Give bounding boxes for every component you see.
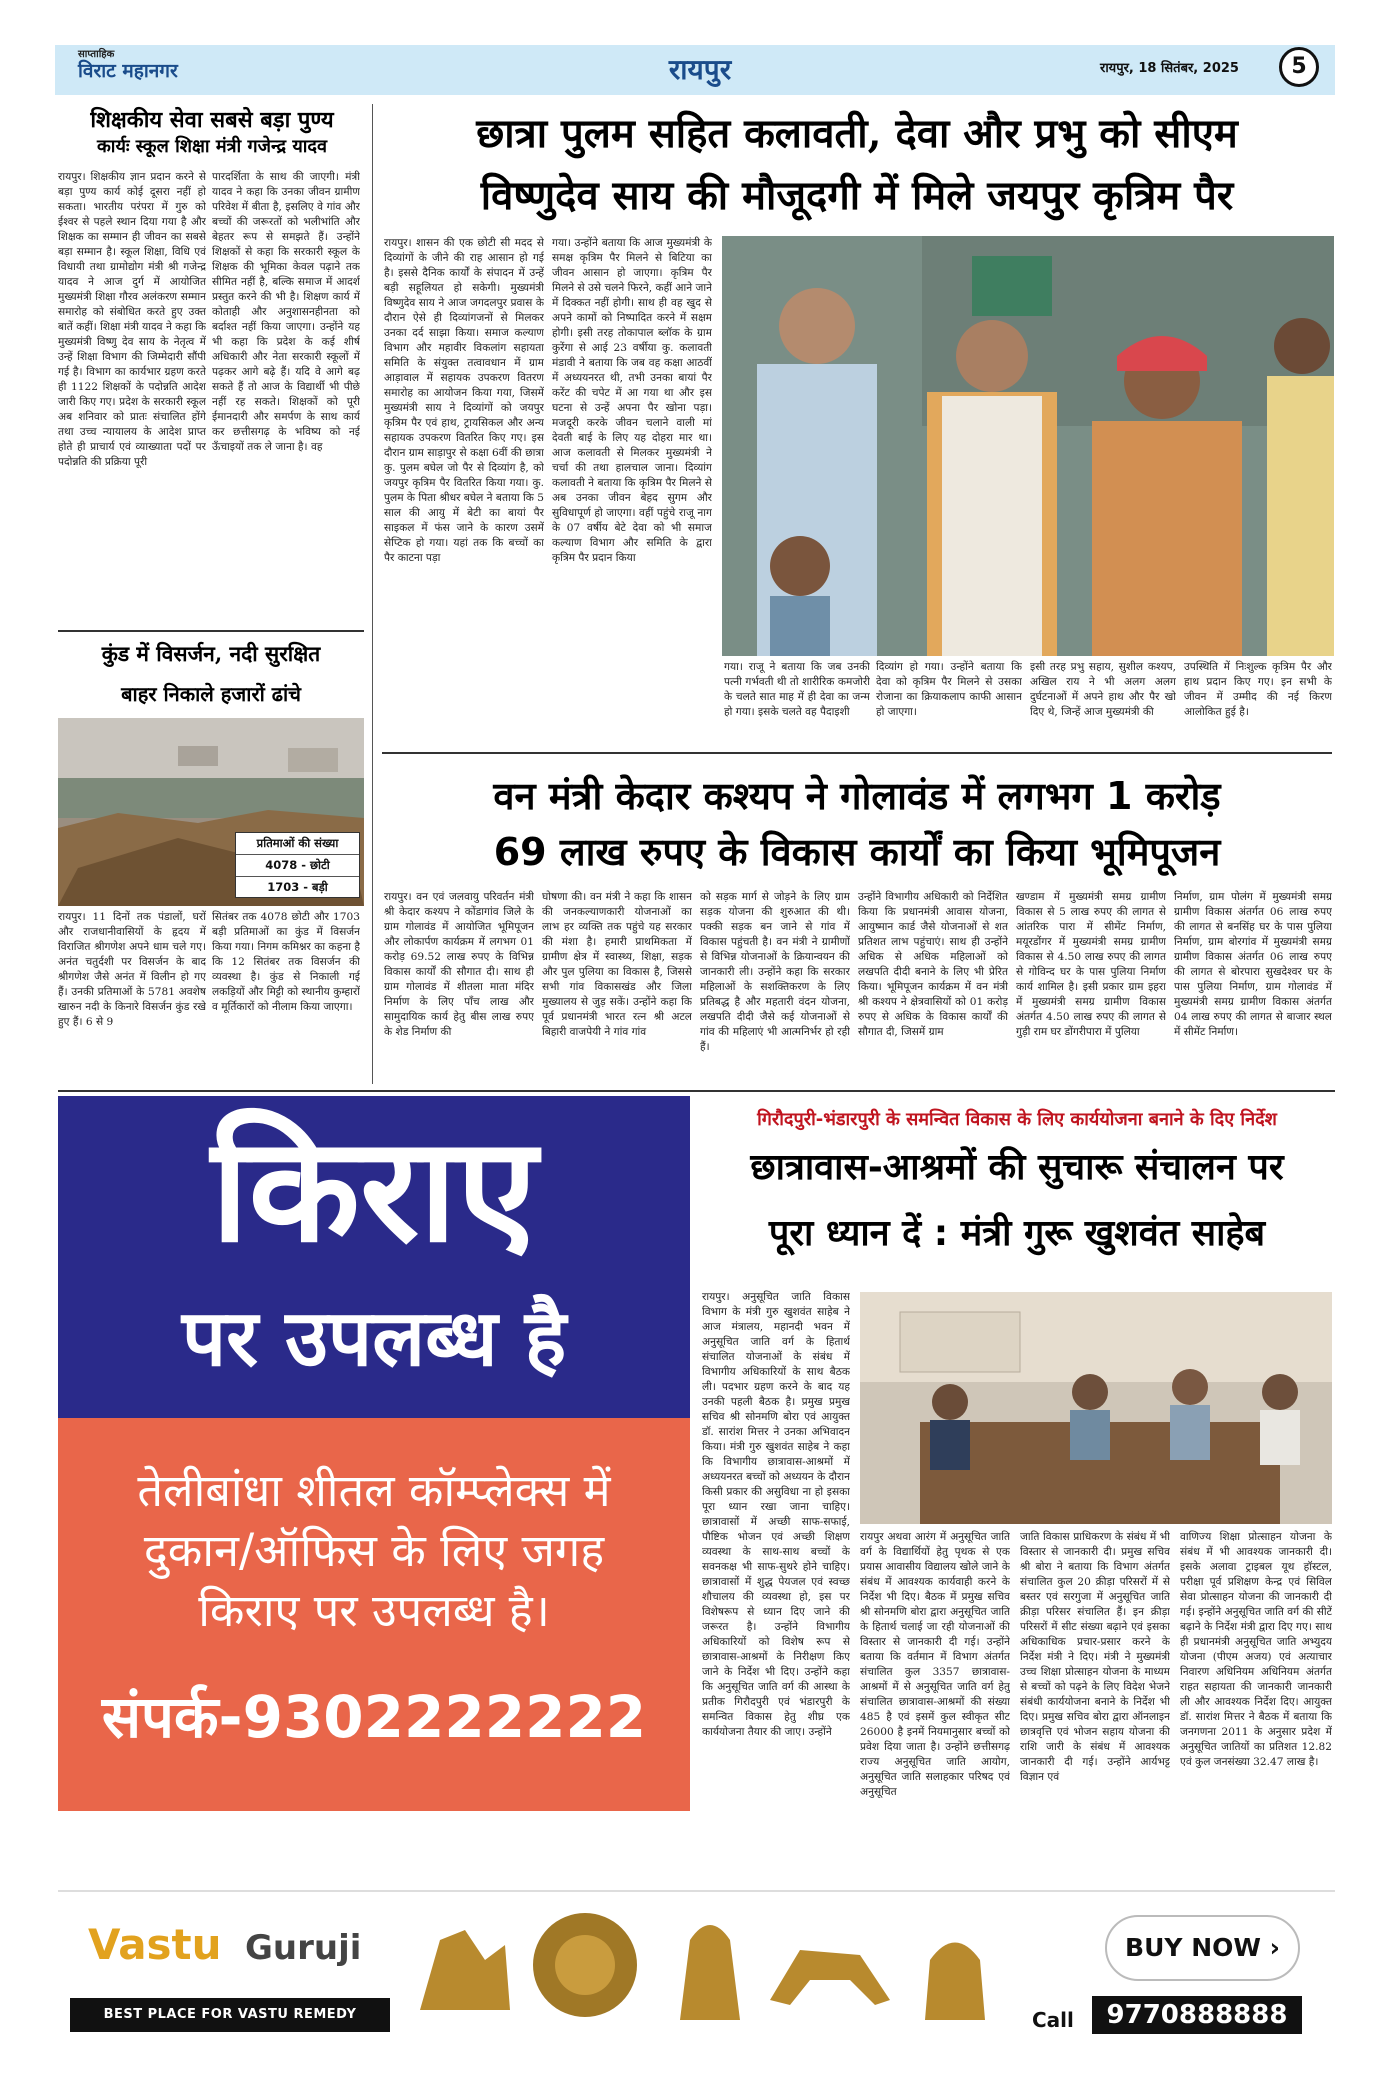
story5-col3: जाति विकास प्राधिकरण के संबंध में भी विस्तार से जानकारी दी। प्रमुख सचिव श्री बोरा ने बताया कि विभाग अंतर्गत संचालित कुल 20 क्रीड़ा परिसरों में से बस्तर एवं सरगुजा में अनुसूचित जाति क्रीड़ा परिसर संचालित हैं। इन क्रीड़ा परिसरों में सीट संख्या बढ़ाने एवं इसका अधिकाधिक प्रचार-प्रसार करने के निर्देश मंत्री ने दिए। मंत्री ने मुख्यमंत्री उच्च शिक्षा प्रोत्साहन योजना के माध्यम से बच्चों को पढ़ने के लिए विदेश भेजने संबंधी कार्ययोजना बनाने के निर्देश भी दिए। प्रमुख सचिव बोरा द्वारा ऑनलाइन छात्रवृत्ति एवं भोजन सहाय योजना की राशि जारी के संबंध में आवश्यक जानकारी दी गई। उन्होंने आर्यभट्ट विज्ञान एवं	[1020, 1531, 1170, 1783]
idol-count-large: 1703 - बड़ी	[267, 880, 328, 894]
vastu-brand-2: Guruji	[245, 1928, 362, 1968]
story5-strap: गिरौदपुरी-भंडारपुरी के समन्वित विकास के लिए कार्ययोजना बनाने के दिए निर्देश	[757, 1109, 1277, 1130]
rent-ad-contact: संपर्क-9302222222	[101, 1683, 647, 1751]
idol-count-title: प्रतिमाओं की संख्या	[236, 833, 359, 855]
story3-col1: रायपुर। शासन की एक छोटी सी मदद से दिव्यांगों के जीने की राह आसान हो गई है। इससे दैनिक कार्यों के संपादन में उन्हें बड़ी सहूलियत हो सकेगी। मुख्यमंत्री विष्णुदेव साय ने आज जगदलपुर प्रवास के दौरान ऐसे ही दिव्यांगजनों से मिलकर उनका दर्द साझा किया। समाज कल्याण विभाग और महावीर विकलांग सहायता समिति के संयुक्त तत्वावधान में ग्राम आड़ावाल में सहायक उपकरण वितरण समारोह का आयोजन किया गया, जिसमें मुख्यमंत्री साय ने दिव्यांगों को जयपुर कृत्रिम पैर एवं हाथ, ट्रायसिकल और अन्य सहायक उपकरण वितरित किए गए। इस दौरान ग्राम साड़ापुर से कक्षा 6वीं की छात्रा कु. पुलम बघेल जो पैर से दिव्यांग है, को जयपुर कृत्रिम पैर वितरित किया गया। कु. पुलम के पिता श्रीधर बघेल ने बताया कि 5 साल की आयु में बेटी का बायां पैर साइकल में फंस जाने के कारण उसमें सेप्टिक हो गया। यहां तक कि बच्चों का पैर काटना पड़ा	[384, 237, 544, 564]
story2-headline-2: बाहर निकाले हजारों ढांचे	[121, 682, 301, 706]
story1-headline-1: शिक्षकीय सेवा सबसे बड़ा पुण्य	[90, 107, 334, 133]
meeting-scene-icon	[860, 1292, 1332, 1524]
call-number[interactable]: 9770888888	[1092, 1996, 1302, 2034]
story4-col5: खण्डाम में मुख्यमंत्री समग्र ग्रामीण विकास से 5 लाख रुपए की लागत से आंतरिक पारा में सीमेंट निर्माण, मयूरडोंगर में मुख्यमंत्री समग्र ग्रामीण विकास से 4.50 लाख रुपए की लागत से गोविन्द घर के पास पुलिया निर्माण कार्य शामिल है। इसी प्रकार ग्राम इहरा में मुख्यमंत्री समग्र ग्रामीण विकास अंतर्गत 4.50 लाख रुपए की लागत से गुड़ी राम घर डोंगरीपारा में पुलिया	[1016, 891, 1166, 1038]
story1-col1: रायपुर। शिक्षकीय ज्ञान प्रदान करने से बड़ा पुण्य कार्य कोई दूसरा नहीं हो सकता। भारतीय परंपरा में गुरु को ईश्वर से पहले स्थान दिया गया है और शिक्षक का सम्मान ही जीवन का सबसे बड़ा सम्मान है। स्कूल शिक्षा, विधि एवं विधायी तथा ग्रामोद्योग मंत्री श्री गजेन्द्र यादव ने आज दुर्ग में आयोजित मुख्यमंत्री शिक्षा गौरव अलंकरण सम्मान समारोह को संबोधित करते हुए उक्त बातें कहीं। शिक्षा मंत्री यादव ने कहा कि मुख्यमंत्री विष्णु देव साय के नेतृत्व में उन्हें शिक्षा विभाग की जिम्मेदारी सौंपी गई है। विभाग का कार्यभार ग्रहण करते ही 1122 शिक्षकों के पदोन्नति आदेश जारी किए गए। प्रदेश के सरकारी स्कूल अब शनिवार को प्रातः संचालित होंगे तथा उच्च न्यायालय के आदेश प्राप्त होते ही प्राचार्य एवं व्याख्याता पदों पर पदोन्नति की प्रक्रिया पूरी	[58, 171, 206, 468]
story4-col6: निर्माण, ग्राम पोलंग में मुख्यमंत्री समग्र ग्रामीण विकास अंतर्गत 06 लाख रुपए की लागत से बनसिंह घर के पास पुलिया निर्माण, ग्राम बोरगांव में मुख्यमंत्री समग्र ग्रामीण विकास अंतर्गत 06 लाख रुपए की लागत से बोरपारा सुखदेश्वर घर के पास पुलिया निर्माण, ग्राम गोलावंड में मुख्यमंत्री समग्र ग्रामीण विकास अंतर्गत 04 लाख रुपए की लागत से बाजार स्थल में सीमेंट निर्माण।	[1174, 891, 1332, 1038]
masthead-paper-name: विराट महानगर	[78, 60, 178, 82]
brass-idols-icon	[410, 1900, 1010, 2030]
story5-col4: वाणिज्य शिक्षा प्रोत्साहन योजना के संबंध में भी आवश्यक जानकारी दी। इसके अलावा ट्राइबल यूथ हॉस्टल, परीक्षा पूर्व प्रशिक्षण केन्द्र एवं सिविल सेवा प्रोत्साहन योजना की जानकारी दी गई। इन्होंने अनुसूचित जाति वर्ग की सीटें बढ़ाने के निर्देश मंत्री द्वारा दिए गए। साथ ही प्रधानमंत्री अनुसूचित जाति अभ्युदय योजना (पीएम अजय) एवं अत्याचार निवारण अधिनियम अधिनियम अंतर्गत राहत सहायता की जानकारी जानकारी ली और आवश्यक निर्देश दिए। आयुक्त डॉ. सारांश मित्तर ने बैठक में बताया कि जनगणना 2011 के अनुसार प्रदेश में अनुसूचित जातियों का प्रतिशत 12.82 एवं कुल जनसंख्या 32.47 लाख है।	[1180, 1531, 1332, 1768]
story5-headline-1: छात्रावास-आश्रमों की सुचारू संचालन पर	[750, 1147, 1284, 1188]
story3-headline-2: विष्णुदेव साय की मौजूदगी में मिले जयपुर कृत्रिम पैर	[480, 172, 1234, 219]
story4-col2: घोषणा की। वन मंत्री ने कहा कि शासन की जनकल्याणकारी योजनाओं का लाभ हर व्यक्ति तक पहुंचे यह सरकार की मंशा है। हमारी प्राथमिकता में ग्रामीण क्षेत्र में स्वास्थ्य, शिक्षा, सड़क और पुल पुलिया का विकास है, जिससे सभी गांव विकासखंड और जिला मुख्यालय से जुड़ सकें। उन्होंने कहा कि पूर्व प्रधानमंत्री भारत रत्न श्री अटल बिहारी वाजपेयी ने गांव गांव	[542, 891, 692, 1038]
story4-col3: को सड़क मार्ग से जोड़ने के लिए ग्राम सड़क योजना की शुरुआत की थी। पक्की सड़क बन जाने से गांव में विकास पहुंचती है। वन मंत्री ने ग्रामीणों से विभिन्न योजनाओं के क्रियान्वयन की जानकारी ली। उन्होंने कहा कि सरकार महिलाओं के सशक्तिकरण के लिए प्रतिबद्ध है और महतारी वंदन योजना, लखपति दीदी जैसे कई योजनाओं से गांव की महिलाएं भी आत्मनिर्भर हो रही हैं।	[700, 891, 850, 1053]
masthead-weekly: साप्ताहिक	[78, 49, 115, 60]
cm-event-scene-icon	[722, 236, 1334, 656]
story1-col2: पारदर्शिता के साथ की जाएगी। मंत्री यादव ने कहा कि उनका जीवन ग्रामीण परिवेश में बीता है, इसलिए वे गांव और बच्चों की जरूरतों को भलीभांति और बेहतर रूप से समझते हैं। उन्होंने शिक्षकों से कहा कि सरकारी स्कूल के शिक्षक की भूमिका केवल पढ़ाने तक सीमित नहीं है, बल्कि समाज में आदर्श प्रस्तुत करने की भी है। शिक्षण कार्य में कोताही और अनुशासनहीनता को बर्दाश्त नहीं किया जाएगा। उन्होंने यह भी कहा कि प्रदेश के कई शीर्ष अधिकारी और नेता सरकारी स्कूलों में पढ़कर आगे बढ़े हैं। यदि वे आगे बढ़ सकते हैं तो आज के विद्यार्थी भी पीछे नहीं रह सकते। शिक्षकों को पूरी ईमानदारी और समर्पण के साथ कार्य कर छत्तीसगढ़ के भविष्य को नई ऊँचाइयों तक ले जाना है। वह	[212, 171, 360, 453]
story3-col5: इसी तरह प्रभु सहाय, सुशील कश्यप, अखिल राय ने भी अलग अलग दुर्घटनाओं में अपने हाथ और पैर खो दिए थे, जिन्हें आज मुख्यमंत्री की	[1030, 661, 1176, 718]
divider	[382, 752, 1332, 754]
meeting-photo	[860, 1292, 1332, 1524]
buy-now-button[interactable]: BUY NOW ›	[1105, 1915, 1300, 1981]
column-divider	[372, 104, 373, 1084]
story2-headline-1: कुंड में विसर्जन, नदी सुरक्षित	[101, 641, 321, 666]
story5-col1: रायपुर। अनुसूचित जाति विकास विभाग के मंत्री गुरु खुशवंत साहेब ने आज मंत्रालय, महानदी भवन में अनुसूचित जाति वर्ग के हितार्थ संचालित योजनाओं के संबंध में विभागीय अधिकारियों के साथ बैठक ली। पदभार ग्रहण करने के बाद यह उनकी पहली बैठक है। प्रमुख प्रमुख सचिव श्री सोनमणि बोरा एवं आयुक्त डॉ. सारांश मित्तर ने उनका अभिवादन किया। मंत्री गुरु खुशवंत साहेब ने कहा कि विभागीय छात्रावास-आश्रमों में अध्ययनरत बच्चों को अध्ययन के दौरान किसी प्रकार की असुविधा ना हो इसका पूरा ध्यान रखा जाना चाहिए। छात्रावासों में अच्छी साफ-सफाई, पौष्टिक भोजन एवं अच्छी शिक्षण व्यवस्था के साथ-साथ बच्चों के सवनकक्ष भी साफ-सुथरे होने चाहिए। छात्रावासों में शुद्ध पेयजल एवं स्वच्छ शौचालय की व्यवस्था हो, इस पर विशेषरूप से ध्यान दिए जाने की जरूरत है। उन्होंने विभागीय अधिकारियों को विशेष रूप से छात्रावास-आश्रमों के निरीक्षण किए जाने के निर्देश भी दिए। उन्होंने कहा कि अनुसूचित जाति वर्ग की आस्था के प्रतीक गिरौदपुरी एवं भंडारपुरी के समन्वित विकास हेतु शीघ्र एक कार्ययोजना तैयार की जाए। उन्होंने	[702, 1291, 850, 1738]
story3-col4: दिव्यांग हो गया। उन्होंने बताया कि देवा को कृत्रिम पैर मिलने से उसका रोजाना का क्रियाकलाप काफी आसान हो जाएगा।	[876, 661, 1022, 718]
story4-col4: उन्होंने विभागीय अधिकारी को निर्देशित किया कि प्रधानमंत्री आवास योजना, आयुष्मान कार्ड जैसे योजनाओं से शत प्रतिशत लाभ पहुंचाएं। साथ ही उन्होंने अधिक से अधिक महिलाओं को लखपति दीदी बनाने के लिए भी प्रेरित किया। भूमिपूजन कार्यक्रम में वन मंत्री श्री कश्यप ने क्षेत्रवासियों को 01 करोड़ रुपए से अधिक के विकास कार्यों की सौगात दी, जिसमें ग्राम	[858, 891, 1008, 1038]
story3-col3: गया। राजू ने बताया कि जब उनकी पत्नी गर्भवती थी तो शारीरिक कमजोरी के चलते सात माह में ही देवा का जन्म हो गया। इसके चलते वह पैदाइशी	[724, 661, 870, 718]
rent-ad-title: किराए	[211, 1106, 537, 1275]
vastu-products	[410, 1900, 1010, 2030]
divider	[58, 630, 364, 632]
vastu-brand-1: Vastu	[88, 1920, 222, 1969]
vastu-tagline: BEST PLACE FOR VASTU REMEDY	[70, 1998, 390, 2032]
idol-count-box	[235, 832, 360, 898]
call-label: Call	[1032, 2008, 1074, 2032]
story5-headline-2: पूरा ध्यान दें : मंत्री गुरू खुशवंत साहेब	[768, 1213, 1266, 1254]
story3-col2: गया। उन्होंने बताया कि आज मुख्यमंत्री के समक्ष कृत्रिम पैर मिलने से बिटिया का जीवन आसान हो जाएगा। कृत्रिम पैर मिलने से उसे चलने फिरने, कहीं आने जाने में दिक्कत नहीं होगी। साथ ही वह खुद से अपने कामों को निष्पादित करने में सक्षम होगी। इसी तरह तोकापाल ब्लॉक के ग्राम कुरेंगा से आई 23 वर्षीया कु. कलावती मंडावी ने बताया कि जब वह कक्षा आठवीं में अध्ययनरत थी, तभी उनका बायां पैर करेंट की चपेट में आ गया था और इस घटना से उन्हें अपना पैर खोना पड़ा। मजदूरी करके जीवन चलाने वाली मां देवती बाई के लिए यह दोहरा मार था। आज कलावती से मिलकर मुख्यमंत्री ने चर्चा की तथा हालचाल जाना। दिव्यांग कलावती ने बताया कि कृत्रिम पैर मिलने से अब उनका जीवन बेहद सुगम और सुविधापूर्ण हो जाएगा। वहीं पहुंचे राजू नाग के 07 वर्षीय बेटे देवा को भी समाज कल्याण विभाग और समिति के द्वारा कृत्रिम पैर प्रदान किया	[552, 237, 712, 564]
story3-headline-1: छात्रा पुलम सहित कलावती, देवा और प्रभु को सीएम	[476, 110, 1238, 157]
story1-headline-2: कार्यः स्कूल शिक्षा मंत्री गजेन्द्र यादव	[96, 136, 328, 157]
story2-col2: सितंबर तक 4078 छोटी और 1703 बड़ी प्रतिमाओं का कुंड में विसर्जन किया गया। निगम कमिश्नर का कहना है कि 12 सितंबर तक विसर्जन की व्यवस्था है। कुंड से निकाली गई लकड़ियों और मिट्टी को स्थानीय कुम्हारों व मूर्तिकारों को नीलाम किया जाएगा।	[212, 911, 360, 1013]
idol-count-small: 4078 - छोटी	[236, 855, 359, 877]
rent-ad-body: तेलीबांधा शीतल कॉम्प्लेक्स में दुकान/ऑफिस के लिए जगह किराए पर उपलब्ध है।	[137, 1464, 611, 1637]
story4-headline-1: वन मंत्री केदार कश्यप ने गोलावंड में लगभग 1 करोड़	[493, 774, 1221, 818]
story4-headline-2: 69 लाख रुपए के विकास कार्यों का किया भूमिपूजन	[493, 830, 1221, 874]
story4-col1: रायपुर। वन एवं जलवायु परिवर्तन मंत्री श्री केदार कश्यप ने कोंडागांव जिले के ग्राम गोलावंड में आयोजित भूमिपूजन और लोकार्पण कार्यक्रम में लगभग 01 करोड़ 69.52 लाख रुपए के विभिन्न विकास कार्यों की सौगात दी। साथ ही ग्राम गोलावंड में शीतला माता मंदिर निर्माण के लिए पाँच लाख और सामुदायिक कार्य हेतु बीस लाख रुपए के शेड निर्माण की	[384, 891, 534, 1038]
masthead-date: रायपुर, 18 सितंबर, 2025	[1100, 61, 1239, 76]
page-number: 5	[1279, 47, 1319, 87]
cm-event-photo	[722, 236, 1334, 656]
story2-col1: रायपुर। 11 दिनों तक पंडालों, घरों और राजधानीवासियों के हृदय में विराजित श्रीगणेश अपने धाम चले गए। अनंत चतुर्दशी पर विसर्जन के बाद श्रीगणेश जैसे अनंत में विलीन हो गए हैं। उनकी प्रतिमाओं के 5781 अवशेष खारुन नदी के किनारे विसर्जन कुंड रखे हुए हैं। 6 से 9	[58, 911, 206, 1028]
divider	[58, 1090, 1335, 1092]
story3-col6: उपस्थिति में निःशुल्क कृत्रिम पैर और हाथ प्रदान किए गए। इन सभी के जीवन में उम्मीद की नई किरण आलोकित हुई है।	[1184, 661, 1332, 718]
masthead-city: रायपुर	[668, 53, 732, 86]
story5-col2: रायपुर अथवा आरंग में अनुसूचित जाति वर्ग के विद्यार्थियों हेतु पृथक से एक प्रयास आवासीय विद्यालय खोले जाने के संबंध में आवश्यक कार्यवाही करने के निर्देश भी दिए। बैठक में प्रमुख सचिव श्री सोनमणि बोरा द्वारा अनुसूचित जाति के हितार्थ चलाई जा रही योजनाओं की विस्तार से जानकारी दी गई। उन्होंने बताया कि वर्तमान में विभाग अंतर्गत संचालित कुल 3357 छात्रावास-आश्रमों में से अनुसूचित जाति वर्ग हेतु संचालित छात्रावास-आश्रमों की संख्या 485 है एवं इसमें कुल स्वीकृत सीट 26000 है इनमें नियमानुसार बच्चों को प्रवेश दिया जाता है। उन्होंने छत्तीसगढ़ राज्य अनुसूचित जाति आयोग, अनुसूचित जाति सलाहकार परिषद एवं अनुसूचित	[860, 1531, 1010, 1798]
rent-ad-subtitle: पर उपलब्ध है	[181, 1294, 567, 1384]
